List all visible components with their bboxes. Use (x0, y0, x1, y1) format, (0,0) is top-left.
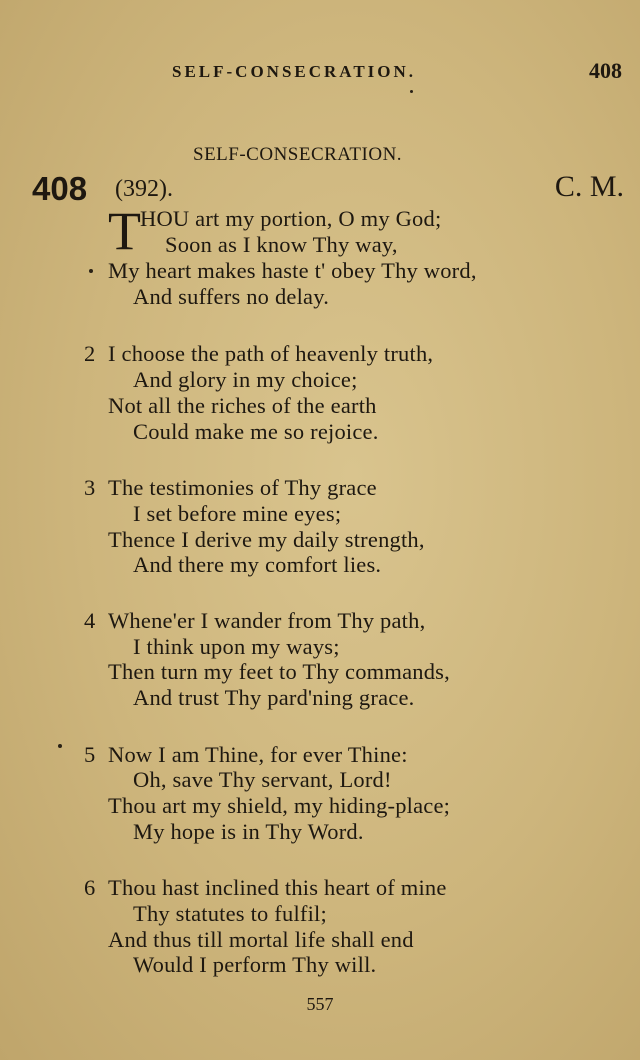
verse-line: Then turn my feet to Thy commands, (108, 659, 450, 684)
print-speck (410, 90, 413, 93)
verse-line: I choose the path of heavenly truth, (108, 341, 434, 366)
verse-number: 3 (84, 475, 96, 500)
print-speck (89, 269, 93, 273)
verse-line: Would I perform Thy will. (133, 952, 377, 977)
verse-number: 4 (84, 608, 96, 633)
verse-line: Thou hast inclined this heart of mine (108, 875, 447, 900)
verse-line: And glory in my choice; (133, 367, 358, 392)
hymn-page-number: 408 (589, 58, 622, 83)
verse-line: And trust Thy pard'ning grace. (133, 685, 415, 710)
hymn-meter: C. M. (554, 170, 624, 203)
verse-line: And there my comfort lies. (133, 552, 382, 577)
footer-page-number: 557 (306, 994, 334, 1014)
hymn-alt-number: (392). (115, 176, 173, 202)
verse-number: 5 (84, 742, 96, 767)
verse-line: My heart makes haste t' obey Thy word, (108, 258, 477, 283)
verse-line: The testimonies of Thy grace (108, 475, 377, 500)
verse-line: I think upon my ways; (133, 634, 340, 659)
verse-line: Oh, save Thy servant, Lord! (133, 767, 392, 792)
verse-line: My hope is in Thy Word. (133, 819, 364, 844)
verse-line: Now I am Thine, for ever Thine: (108, 742, 408, 767)
drop-cap: T (108, 201, 141, 261)
verse-number: 6 (84, 875, 96, 900)
verse-line: HOU art my portion, O my God; (140, 206, 442, 231)
verse-line: Thou art my shield, my hiding-place; (108, 793, 451, 818)
verse-line: Not all the riches of the earth (108, 393, 377, 418)
running-title: SELF-CONSECRATION. (172, 62, 417, 81)
verse-line: I set before mine eyes; (133, 501, 342, 526)
verse-line: Could make me so rejoice. (133, 419, 379, 444)
verse-line: And suffers no delay. (133, 284, 330, 309)
hymn-title: SELF-CONSECRATION. (193, 144, 403, 165)
verse-line: Thence I derive my daily strength, (108, 527, 425, 552)
verse-number: 2 (84, 341, 96, 366)
print-speck (58, 744, 62, 748)
verse-line: And thus till mortal life shall end (108, 927, 414, 952)
verse-line: Whene'er I wander from Thy path, (108, 608, 426, 633)
verse-line: Thy statutes to fulfil; (133, 901, 327, 926)
hymn-number: 408 (32, 170, 88, 207)
verse-line: Soon as I know Thy way, (165, 232, 398, 257)
